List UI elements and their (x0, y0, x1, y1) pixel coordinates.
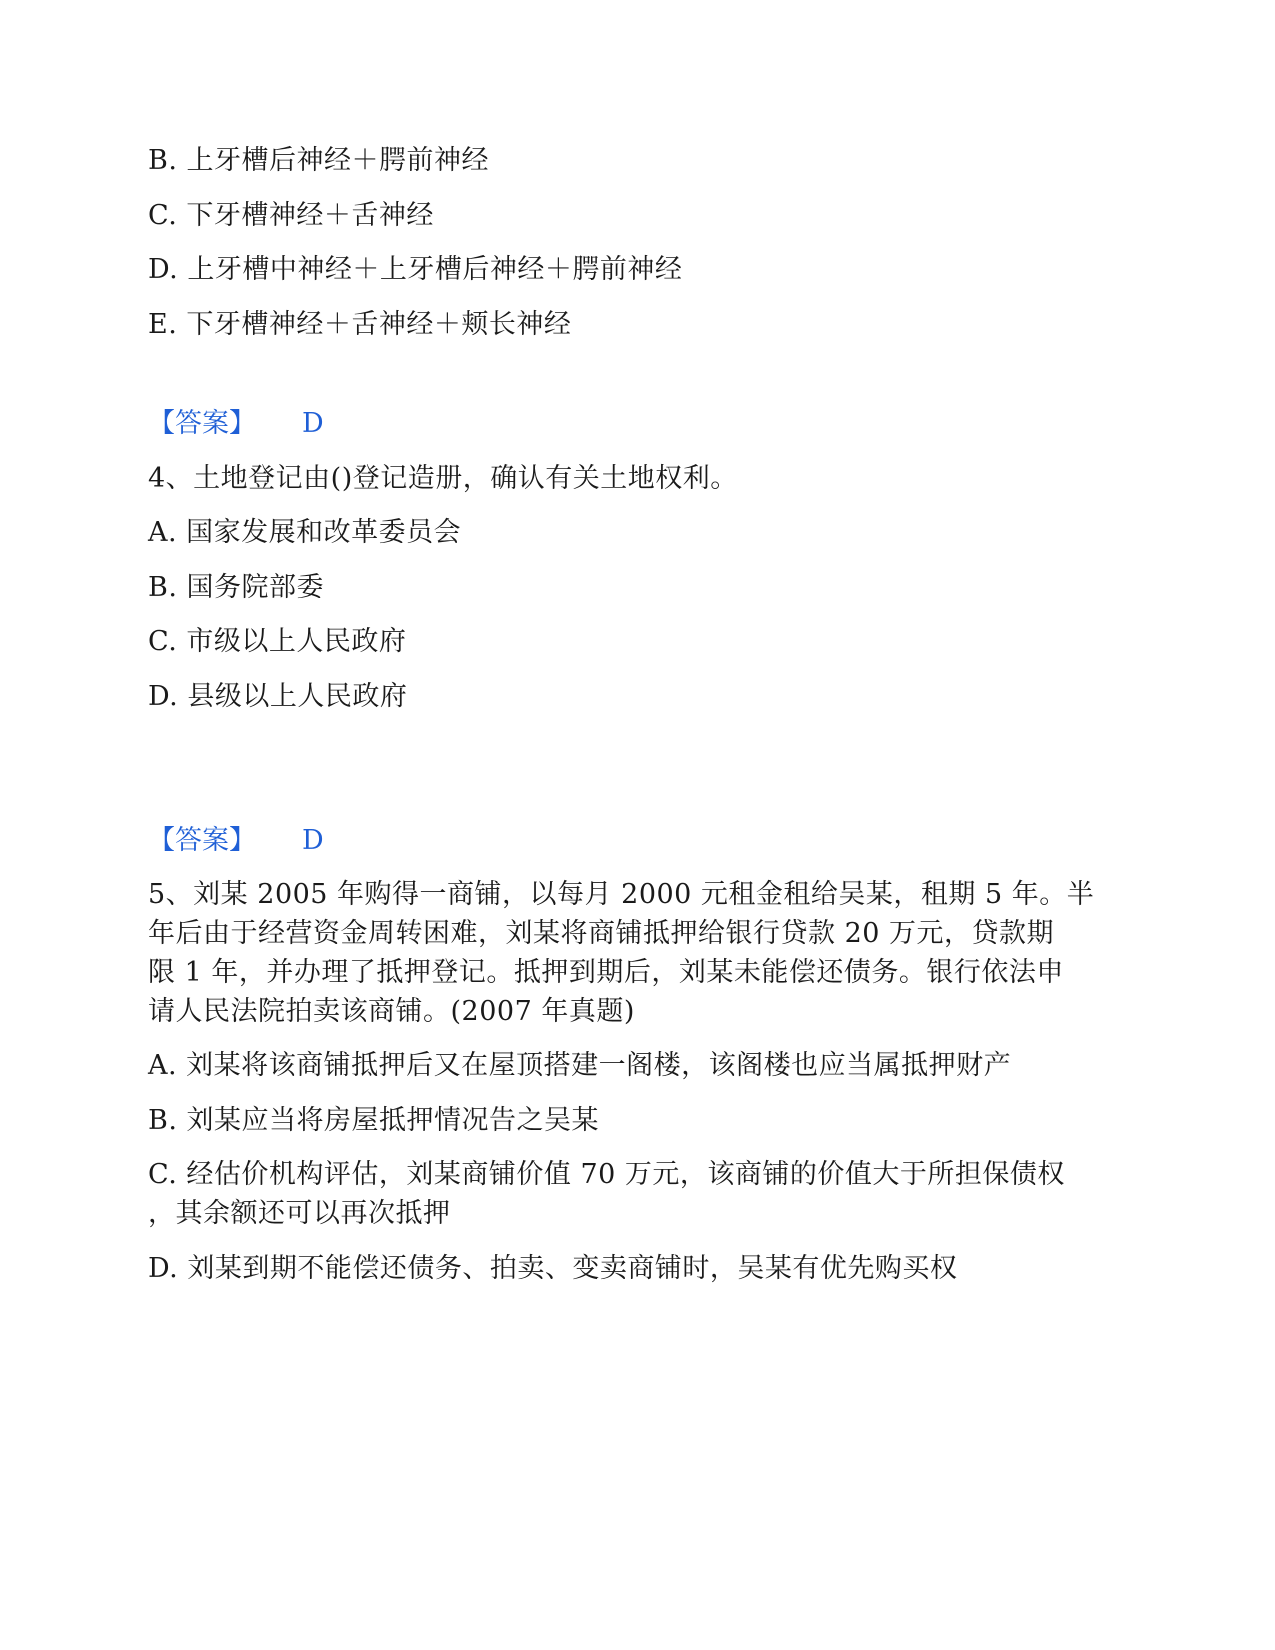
q5-stem-line-4: 请人民法院拍卖该商铺。(2007 年真题) (148, 996, 635, 1027)
q3-answer (148, 404, 324, 444)
q5-option-b: B. 刘某应当将房屋抵押情况告之吴某 (148, 1105, 600, 1136)
q4-option-a: A. 国家发展和改革委员会 (148, 517, 462, 548)
q4-option-c: C. 市级以上人民政府 (148, 626, 407, 657)
q4-option-b: B. 国务院部委 (148, 572, 325, 603)
answer-label: 【答案】 (148, 408, 256, 439)
q4-option-d: D. 县级以上人民政府 (148, 681, 408, 712)
q4-answer (148, 821, 324, 861)
q5-option-d: D. 刘某到期不能偿还债务、拍卖、变卖商铺时，吴某有优先购买权 (148, 1253, 958, 1284)
answer-label: 【答案】 (148, 825, 256, 856)
q5-stem-line-3: 限 1 年，并办理了抵押登记。抵押到期后，刘某未能偿还债务。银行依法申 (148, 957, 1064, 988)
q3-option-d: D. 上牙槽中神经＋上牙槽后神经＋腭前神经 (148, 254, 683, 285)
q5-option-c-line-1: C. 经估价机构评估，刘某商铺价值 70 万元，该商铺的价值大于所担保债权 (148, 1159, 1065, 1190)
q5-stem-line-1: 5、刘某 2005 年购得一商铺，以每月 2000 元租金租给吴某，租期 5 年。半 (148, 879, 1095, 910)
q3-option-b: B. 上牙槽后神经＋腭前神经 (148, 145, 490, 176)
q4-stem: 4、土地登记由()登记造册，确认有关土地权利。 (148, 463, 738, 494)
answer-value: D (302, 825, 324, 856)
q5-stem-line-2: 年后由于经营资金周转困难，刘某将商铺抵押给银行贷款 20 万元，贷款期 (148, 918, 1055, 949)
q3-option-c: C. 下牙槽神经＋舌神经 (148, 200, 434, 231)
q5-option-c-line-2: ，其余额还可以再次抵押 (148, 1198, 451, 1229)
answer-value: D (302, 408, 324, 439)
q3-option-e: E. 下牙槽神经＋舌神经＋颊长神经 (148, 309, 572, 340)
q5-option-a: A. 刘某将该商铺抵押后又在屋顶搭建一阁楼，该阁楼也应当属抵押财产 (148, 1050, 1012, 1081)
